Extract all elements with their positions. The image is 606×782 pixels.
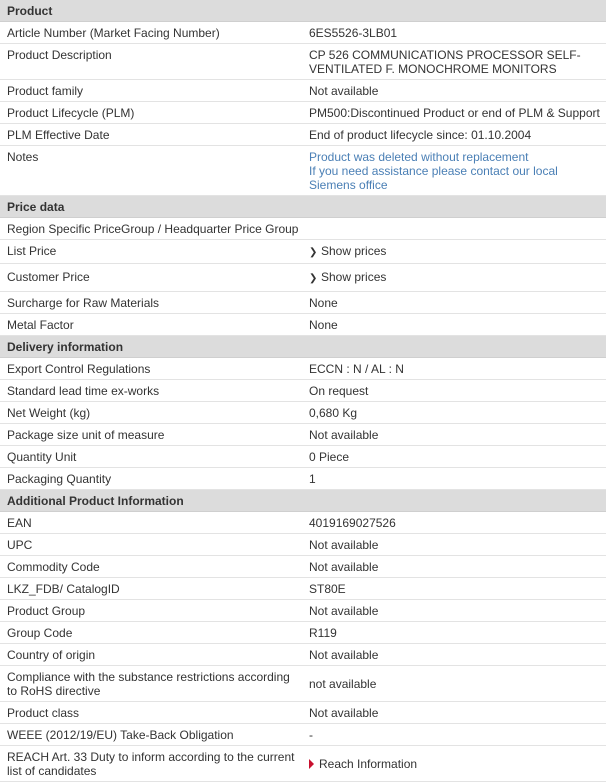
row-value: Not available — [303, 534, 606, 556]
table-row — [0, 644, 606, 666]
row-label: Compliance with the substance restrictions according to RoHS directive — [0, 666, 303, 702]
row-value: End of product lifecycle since: 01.10.2004 — [303, 124, 606, 146]
table-row — [0, 292, 606, 314]
row-value: not available — [303, 666, 606, 702]
row-label: REACH Art. 33 Duty to inform according to the current list of candidates — [0, 746, 303, 782]
row-value: - — [303, 724, 606, 746]
row-value: 1 — [303, 468, 606, 490]
row-value: CP 526 COMMUNICATIONS PROCESSOR SELF-VENTILATED F. MONOCHROME MONITORS — [303, 44, 606, 80]
row-label: Standard lead time ex-works — [0, 380, 303, 402]
row-value: Not available — [303, 702, 606, 724]
row-label: Product Lifecycle (PLM) — [0, 102, 303, 124]
row-value: Not available — [303, 80, 606, 102]
row-value: ECCN : N / AL : N — [303, 358, 606, 380]
table-row — [0, 468, 606, 490]
list-price-link[interactable]: ❯ Show prices — [303, 240, 606, 264]
section-header-price: Price data — [0, 196, 606, 218]
row-label: List Price — [0, 240, 303, 264]
row-value: R119 — [303, 622, 606, 644]
table-row — [0, 240, 606, 264]
notes-contact-link[interactable]: If you need assistance please contact our local Siemens office — [309, 164, 558, 192]
section-header-product: Product — [0, 0, 606, 22]
table-row — [0, 724, 606, 746]
table-row — [0, 702, 606, 724]
row-value: 0 Piece — [303, 446, 606, 468]
row-label: Metal Factor — [0, 314, 303, 336]
row-value: 4019169027526 — [303, 512, 606, 534]
row-value: 0,680 Kg — [303, 402, 606, 424]
table-row — [0, 80, 606, 102]
table-row — [0, 622, 606, 644]
table-row — [0, 446, 606, 468]
row-label: Product Group — [0, 600, 303, 622]
row-value: Not available — [303, 556, 606, 578]
chevron-right-icon: ❯ — [309, 273, 318, 284]
row-value: None — [303, 292, 606, 314]
row-label: EAN — [0, 512, 303, 534]
table-row — [0, 380, 606, 402]
row-label: Product class — [0, 702, 303, 724]
table-row — [0, 358, 606, 380]
section-header-delivery: Delivery information — [0, 336, 606, 358]
row-label: Commodity Code — [0, 556, 303, 578]
table-row — [0, 402, 606, 424]
row-label: Quantity Unit — [0, 446, 303, 468]
chevron-right-icon: ❯ — [309, 247, 318, 258]
table-row — [0, 146, 606, 196]
table-row — [0, 556, 606, 578]
table-row — [0, 534, 606, 556]
section-header-additional: Additional Product Information — [0, 490, 606, 512]
row-value: Not available — [303, 424, 606, 446]
table-row — [0, 218, 606, 240]
triangle-right-icon — [309, 759, 314, 769]
row-label: Country of origin — [0, 644, 303, 666]
row-label: Customer Price — [0, 264, 303, 292]
row-label: WEEE (2012/19/EU) Take-Back Obligation — [0, 724, 303, 746]
row-value: ST80E — [303, 578, 606, 600]
row-value: On request — [303, 380, 606, 402]
row-label: Notes — [0, 146, 303, 196]
row-label: Article Number (Market Facing Number) — [0, 22, 303, 44]
row-label: Surcharge for Raw Materials — [0, 292, 303, 314]
table-row — [0, 102, 606, 124]
notes-deleted-link[interactable]: Product was deleted without replacement — [309, 150, 529, 164]
table-row — [0, 424, 606, 446]
table-row — [0, 124, 606, 146]
row-label: Region Specific PriceGroup / Headquarter Price Group — [0, 218, 606, 240]
table-row — [0, 666, 606, 702]
table-row — [0, 746, 606, 782]
row-value: 6ES5526-3LB01 — [303, 22, 606, 44]
row-label: Net Weight (kg) — [0, 402, 303, 424]
row-label: LKZ_FDB/ CatalogID — [0, 578, 303, 600]
row-value: Not available — [303, 600, 606, 622]
table-row — [0, 22, 606, 44]
row-label: Export Control Regulations — [0, 358, 303, 380]
reach-information-link[interactable]: Reach Information — [303, 746, 606, 782]
row-label: Group Code — [0, 622, 303, 644]
row-label: Package size unit of measure — [0, 424, 303, 446]
row-value: PM500:Discontinued Product or end of PLM & Support — [303, 102, 606, 124]
table-row — [0, 512, 606, 534]
table-row — [0, 578, 606, 600]
row-value: Not available — [303, 644, 606, 666]
row-label: PLM Effective Date — [0, 124, 303, 146]
notes-value — [303, 146, 606, 196]
row-label: Product Description — [0, 44, 303, 80]
row-label: Product family — [0, 80, 303, 102]
table-row — [0, 264, 606, 292]
row-label: UPC — [0, 534, 303, 556]
row-value: None — [303, 314, 606, 336]
row-label: Packaging Quantity — [0, 468, 303, 490]
table-row — [0, 600, 606, 622]
customer-price-link[interactable]: ❯ Show prices — [303, 264, 606, 292]
table-row — [0, 314, 606, 336]
table-row — [0, 44, 606, 80]
